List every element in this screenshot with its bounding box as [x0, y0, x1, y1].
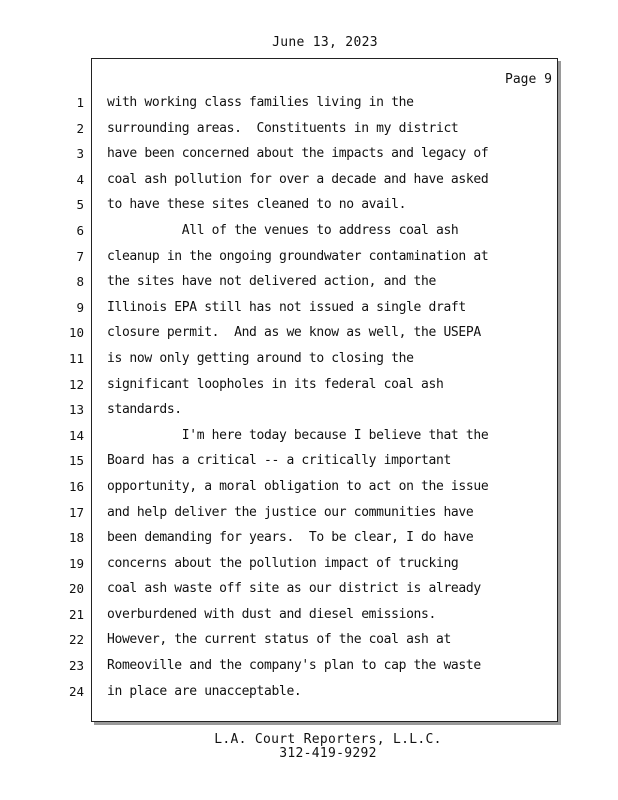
line-text: However, the current status of the coal ash at — [107, 632, 451, 648]
transcript-line — [0, 116, 560, 142]
line-text: coal ash pollution for over a decade and have asked — [107, 171, 489, 187]
page-number: Page 9 — [505, 72, 552, 87]
line-text: cleanup in the ongoing groundwater contamination at — [107, 248, 489, 264]
line-number: 9 — [76, 299, 84, 315]
line-text: closure permit. And as we know as well, the USEPA — [107, 325, 481, 341]
transcript-body — [0, 90, 560, 704]
line-text: standards. — [107, 402, 182, 418]
line-text: have been concerned about the impacts and legacy of — [107, 146, 489, 162]
transcript-line — [0, 167, 560, 193]
line-number: 14 — [68, 427, 84, 443]
line-number: 3 — [76, 146, 84, 162]
line-text: concerns about the pollution impact of trucking — [107, 555, 459, 571]
line-number: 1 — [76, 95, 84, 110]
line-number: 20 — [68, 581, 84, 597]
line-text: to have these sites cleaned to no avail. — [107, 197, 407, 213]
line-number: 12 — [68, 376, 84, 392]
line-number: 4 — [76, 171, 84, 187]
line-number: 18 — [68, 530, 84, 546]
line-number: 19 — [68, 555, 84, 571]
transcript-line — [0, 269, 560, 295]
transcript-line — [0, 346, 560, 372]
line-number: 15 — [68, 453, 84, 469]
transcript-line — [0, 423, 560, 449]
court-reporter-name: L.A. Court Reporters, L.L.C. — [214, 732, 442, 747]
line-text: opportunity, a moral obligation to act on the issue — [107, 478, 489, 494]
line-text: Romeoville and the company's plan to cap the waste — [107, 658, 481, 674]
transcript-line — [0, 192, 560, 218]
transcript-line — [0, 525, 560, 551]
transcript-line — [0, 90, 560, 116]
line-number: 16 — [68, 478, 84, 494]
transcript-line — [0, 679, 560, 705]
transcript-line — [0, 320, 560, 346]
line-number: 24 — [68, 683, 84, 699]
court-reporter-phone: 312-419-9292 — [279, 746, 377, 761]
transcript-line — [0, 448, 560, 474]
line-text: All of the venues to address coal ash — [107, 222, 459, 238]
line-number: 21 — [68, 606, 84, 622]
line-number: 5 — [76, 197, 84, 213]
line-text: been demanding for years. To be clear, I do have — [107, 530, 474, 546]
line-text: coal ash waste off site as our district is already — [107, 581, 481, 597]
line-number: 22 — [68, 632, 84, 648]
line-number: 6 — [76, 222, 84, 238]
line-number: 10 — [68, 325, 84, 341]
transcript-line — [0, 474, 560, 500]
line-text: in place are unacceptable. — [107, 683, 302, 699]
line-text: and help deliver the justice our communities have — [107, 504, 474, 520]
line-text: significant loopholes in its federal coal ash — [107, 376, 444, 392]
line-text: is now only getting around to closing the — [107, 350, 414, 366]
transcript-line — [0, 653, 560, 679]
transcript-line — [0, 576, 560, 602]
transcript-line — [0, 602, 560, 628]
line-text: the sites have not delivered action, and the — [107, 274, 436, 290]
transcript-line — [0, 295, 560, 321]
transcript-date: June 13, 2023 — [272, 35, 378, 50]
transcript-line — [0, 141, 560, 167]
transcript-line — [0, 244, 560, 270]
line-text: Board has a critical -- a critically important — [107, 453, 451, 469]
transcript-line — [0, 372, 560, 398]
line-number: 23 — [68, 658, 84, 674]
line-number: 11 — [68, 350, 84, 366]
line-text: surrounding areas. Constituents in my district — [107, 120, 459, 136]
line-text: with working class families living in the — [107, 95, 414, 110]
line-text: I'm here today because I believe that the — [107, 427, 489, 443]
line-number: 2 — [76, 120, 84, 136]
line-number: 7 — [76, 248, 84, 264]
line-number: 13 — [68, 402, 84, 418]
line-text: Illinois EPA still has not issued a single draft — [107, 299, 466, 315]
footer — [0, 733, 618, 761]
transcript-line — [0, 627, 560, 653]
transcript-line — [0, 218, 560, 244]
line-text: overburdened with dust and diesel emissions. — [107, 606, 436, 622]
transcript-line — [0, 551, 560, 577]
line-number: 17 — [68, 504, 84, 520]
transcript-line — [0, 500, 560, 526]
transcript-line — [0, 397, 560, 423]
line-number: 8 — [76, 274, 84, 290]
